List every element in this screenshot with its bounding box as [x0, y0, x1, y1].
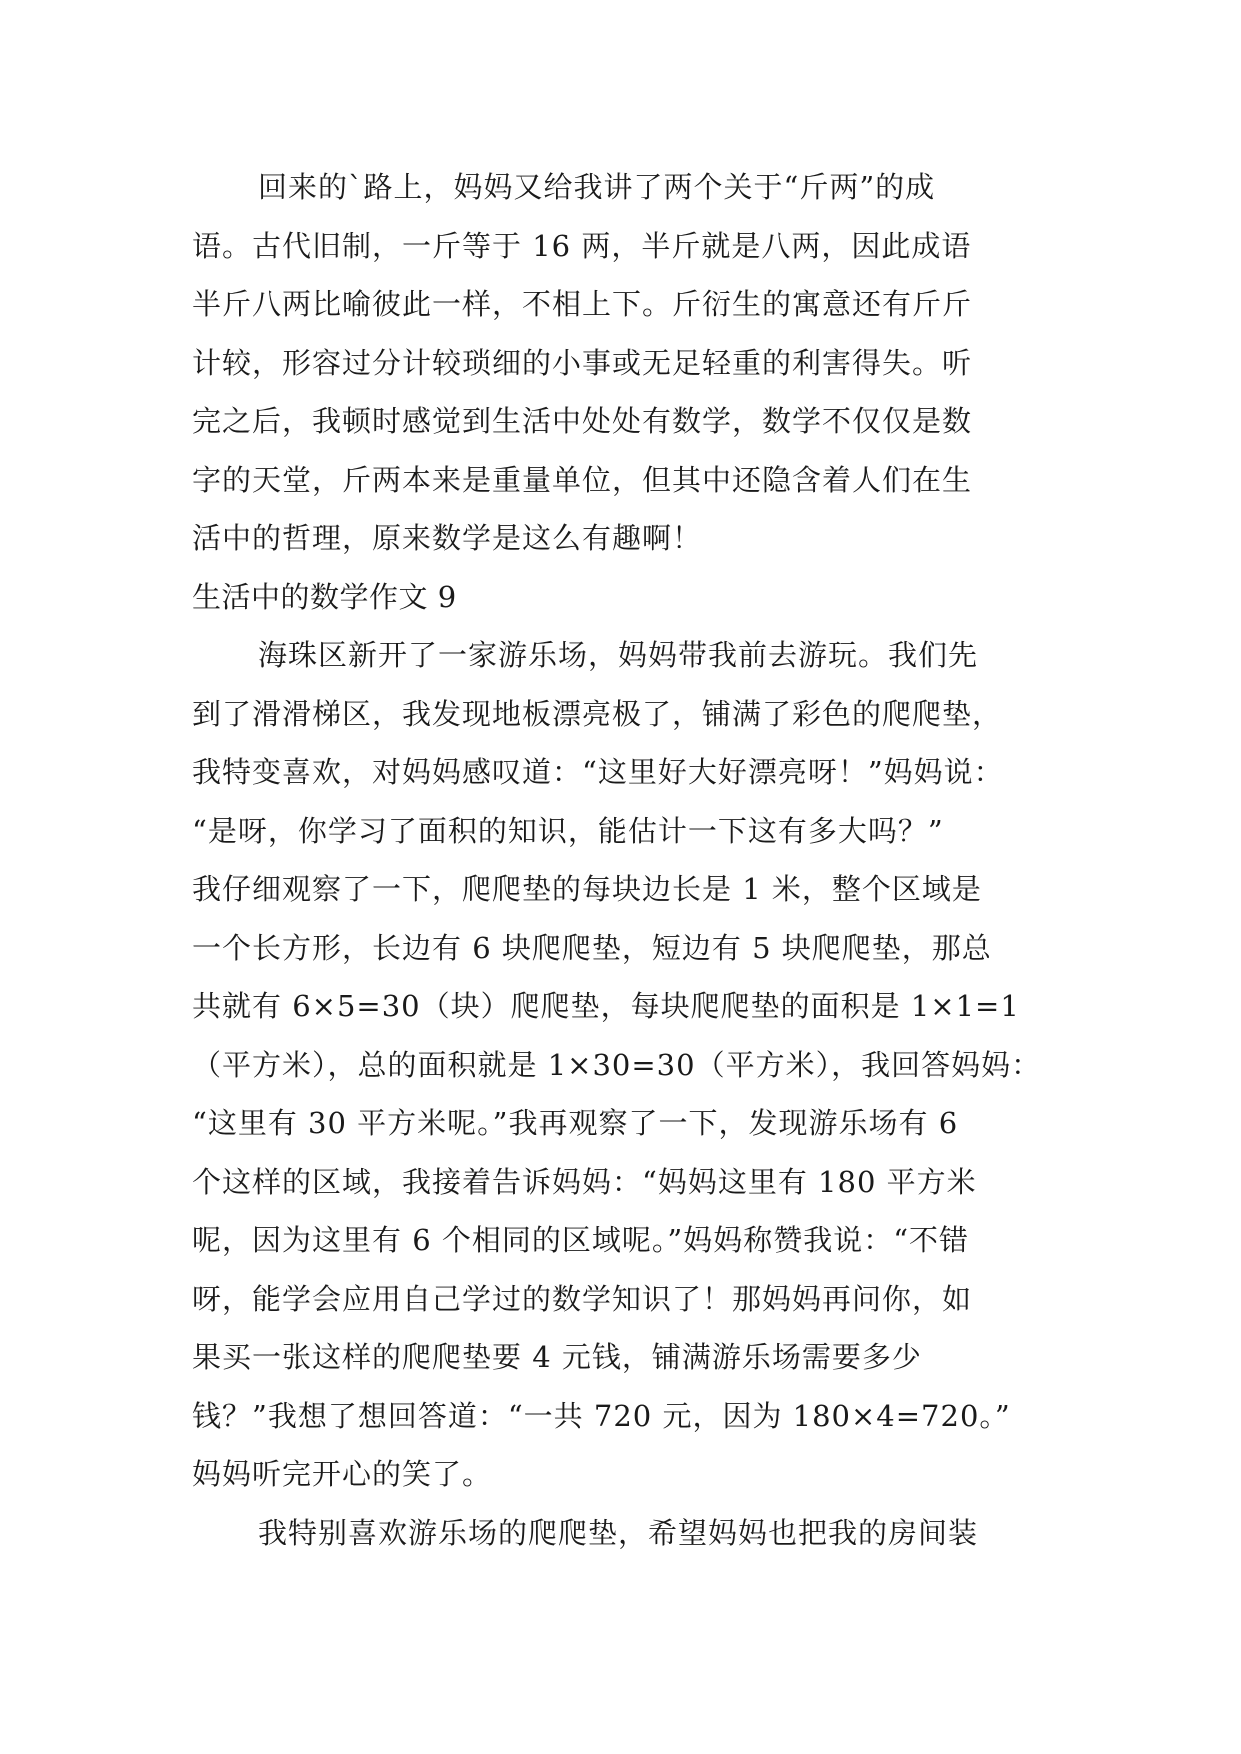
- text-line: 呀，能学会应用自己学过的数学知识了！那妈妈再问你，如: [192, 1281, 973, 1316]
- section-title: 生活中的数学作文 9: [192, 579, 457, 614]
- document-body: [192, 158, 1050, 1562]
- text-line: （平方米），总的面积就是 1×30=30（平方米），我回答妈妈：: [192, 1047, 1042, 1082]
- text-line: 钱？”我想了想回答道：“一共 720 元，因为 180×4=720。”: [192, 1398, 1011, 1433]
- text-line: 个这样的区域，我接着告诉妈妈：“妈妈这里有 180 平方米: [192, 1164, 977, 1199]
- paragraph-1: [192, 158, 1050, 568]
- text-line: 语。古代旧制，一斤等于 16 两，半斤就是八两，因此成语: [192, 228, 972, 263]
- text-line: 我仔细观察了一下，爬爬垫的每块边长是 1 米，整个区域是: [192, 872, 982, 906]
- text-line: 呢，因为这里有 6 个相同的区域呢。”妈妈称赞我说：“不错: [192, 1223, 970, 1257]
- paragraph-3: [192, 1504, 1050, 1563]
- text-line: 完之后，我顿时感觉到生活中处处有数学，数学不仅仅是数: [192, 404, 973, 438]
- text-line: 到了滑滑梯区，我发现地板漂亮极了，铺满了彩色的爬爬垫，: [192, 696, 1003, 731]
- text-line: 果买一张这样的爬爬垫要 4 元钱，铺满游乐场需要多少: [192, 1340, 922, 1374]
- text-line: 计较，形容过分计较琐细的小事或无足轻重的利害得失。听: [192, 345, 973, 380]
- text-line: “这里有 30 平方米呢。”我再观察了一下，发现游乐场有 6: [192, 1106, 959, 1140]
- text-line: 回来的`路上，妈妈又给我讲了两个关于“斤两”的成: [258, 170, 936, 204]
- paragraph-2: [192, 626, 1050, 1504]
- text-line: 半斤八两比喻彼此一样，不相上下。斤衍生的寓意还有斤斤: [192, 287, 973, 321]
- text-line: 妈妈听完开心的笑了。: [192, 1457, 493, 1491]
- text-line: 字的天堂，斤两本来是重量单位，但其中还隐含着人们在生: [192, 462, 973, 497]
- text-line: 我特变喜欢，对妈妈感叹道：“这里好大好漂亮呀！”妈妈说：: [192, 755, 1004, 789]
- text-line: 活中的哲理，原来数学是这么有趣啊！: [192, 521, 703, 555]
- text-line: 海珠区新开了一家游乐场，妈妈带我前去游玩。我们先: [258, 638, 979, 672]
- text-line: 我特别喜欢游乐场的爬爬垫，希望妈妈也把我的房间装: [258, 1515, 979, 1550]
- text-line: 共就有 6×5=30（块）爬爬垫，每块爬爬垫的面积是 1×1=1: [192, 989, 1020, 1023]
- text-line: 一个长方形，长边有 6 块爬爬垫，短边有 5 块爬爬垫，那总: [192, 930, 992, 965]
- text-line: “是呀，你学习了面积的知识，能估计一下这有多大吗？”: [192, 813, 944, 848]
